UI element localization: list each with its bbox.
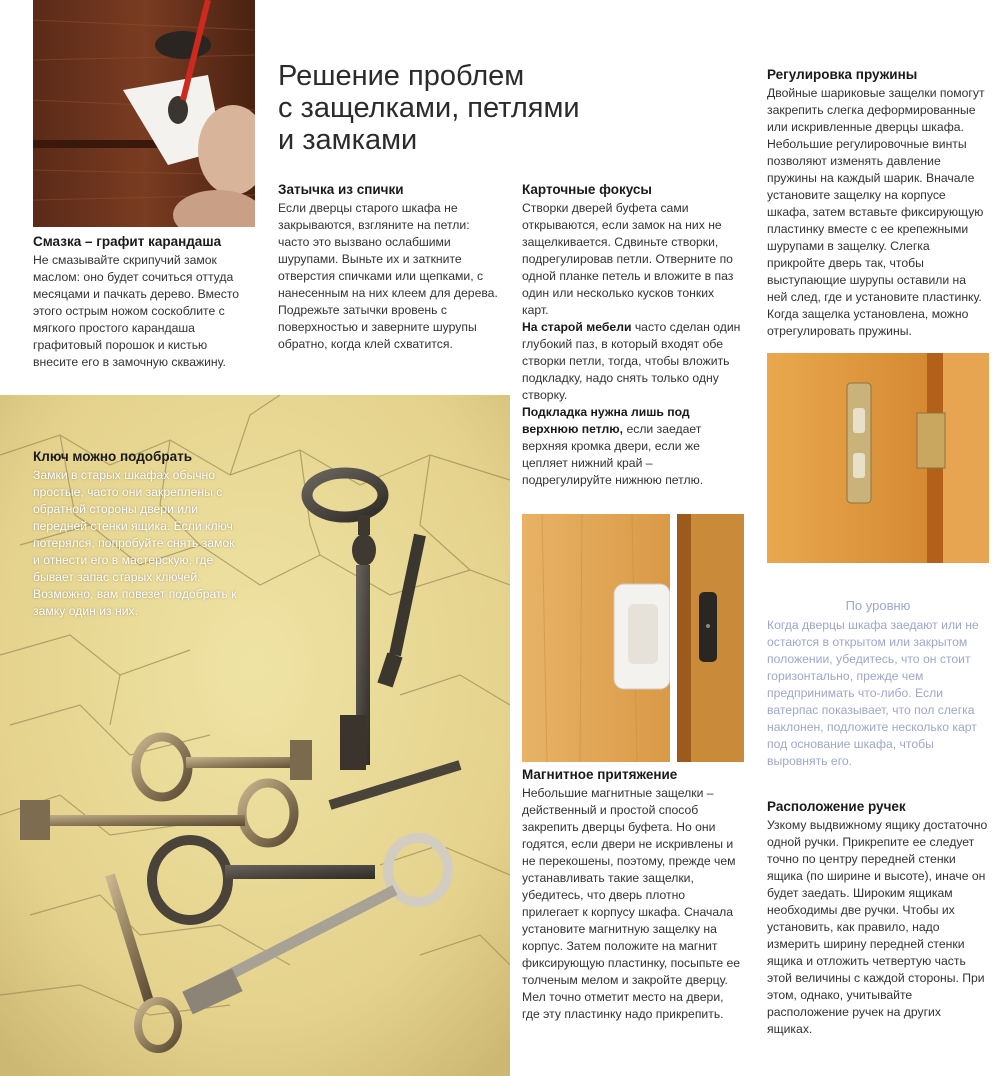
level-heading: По уровню [845,598,911,613]
spring-text: Двойные шариковые защелки помогут закрепить слегка деформированные или искривленные дверцы шкафа. Небольшие регулировочные винты позволяют изменять давление пружины на каждый шарик. Вначале установите защелку на корпусе шкафа, затем вставьте фиксирующую пластинку вместе с ее крепежными шурупами в защелку. Слегка прикройте дверь так, чтобы выступающие шурупы оставили на ней след, где и установите пластинку. Когда защелка установлена, можно отрегулировать пружины. [767,86,985,338]
magnetic-text: Небольшие магнитные защелки – действенный и простой способ закрепить дверцы буфета. Но они годятся, если двери не искривлены и не перекошены, поэтому, прежде чем устанавливать такие защелки, убедитесь, что дверь плотно прилегает к корпусу шкафа. Сначала установите магнитную защелку на корпус. Затем положите на магнит фиксирующую пластинку, посыпьте ее толченым мелом и закройте дверцу. Мел точно отметит место на двери, где эту пластинку надо прикрепить. [522,786,741,1021]
section-handle-placement [767,798,989,1038]
card-tricks-text-3 [522,404,744,489]
section-spring-adjustment [767,66,989,340]
page-title [278,60,678,156]
section-magnetic-attraction [522,766,744,1023]
handles-text: Узкому выдвижному ящику достаточно одной ручки. Прикрепите ее следует точно по центру передней стенки ящика (по ширине и высоте), иначе он будет заедать. Широким ящикам необходимы две ручки. Чтобы их установить, как правило, надо измерить ширину передней стенки ящика и отложить четвертую часть этой величины с каждой стороны. При этом, однако, учитывайте расположение ручек на других ящиках. [767,818,988,1036]
key-heading: Ключ можно подобрать [33,449,193,464]
level-text: Когда дверцы шкафа заедают или не остаются в открытом или закрытом положении, убедитесь, что он стоит горизонтально, прежде чем предпринимать что-либо. Если ватерпас показывает, что пол слегка наклонен, подложите несколько карт под основание шкафа, чтобы выровнять его. [767,618,979,768]
lubrication-text: Не смазывайте скрипучий замок маслом: оно будет сочиться оттуда месяцами и пачкать дерево. Вместо этого острым ножом соскоблите с мягкого простого карандаша графитовый порошок и кистью внесите его в замочную скважину. [33,253,240,369]
title-line-3: и замками [278,124,418,156]
section-level [767,598,989,770]
ball-catch-photo [767,353,989,563]
section-match-plug [278,181,500,353]
card-tricks-bold-3: Подкладка нужна лишь под верхнюю петлю, [522,405,690,436]
section-card-tricks [522,181,744,489]
key-text: Замки в старых шкафах обычно простые, часто они закреплены с обратной стороны двери или передней стенки ящика. Если ключ потерялся, попробуйте снять замок и отнести его в мастерскую, где бывает запас старых ключей. Возможно, вам повезет подобрать к замку один из них. [33,468,237,618]
strike-plate-photo [677,514,744,762]
card-tricks-heading: Карточные фокусы [522,182,652,197]
card-tricks-rest-2: часто сделан один глубокий паз, в который входят обе створки петли, тогда, чтобы вложить подкладку, надо снять только одну створку. [522,320,741,402]
section-key [33,448,243,620]
card-tricks-text: Створки дверей буфета сами открываются, если замок на них не защелкивается. Сдвиньте створки, подрегулировав петли. Отверните по одной планке петель и вложите в паз один или несколько кусков тонких карт. [522,201,734,317]
title-line-2: с защелками, петлями [278,92,580,124]
magnetic-catch-photo [522,514,670,762]
lock-lubrication-photo [33,0,255,227]
title-line-1: Решение проблем [278,60,525,92]
card-tricks-rest-3: если заедает верхняя кромка двери, если же цепляет нижний край – подрегулируйте нижнюю петлю. [522,422,704,487]
match-plug-text: Если дверцы старого шкафа не закрываются, взгляните на петли: часто это вызвано ослабшими шурупами. Выньте их и заткните отверстия спичками или щепками, с нанесенным на них клеем для дерева. Подрежьте затычки вровень с поверхностью и заверните шурупы обратно, когда клей схватится. [278,201,498,351]
section-lubrication [33,233,255,371]
handles-heading: Расположение ручек [767,799,906,814]
magnetic-heading: Магнитное притяжение [522,767,678,782]
lubrication-heading: Смазка – графит карандаша [33,234,222,249]
spring-heading: Регулировка пружины [767,67,918,82]
card-tricks-text-2 [522,319,744,404]
match-plug-heading: Затычка из спички [278,182,404,197]
card-tricks-bold-2: На старой мебели [522,320,632,334]
